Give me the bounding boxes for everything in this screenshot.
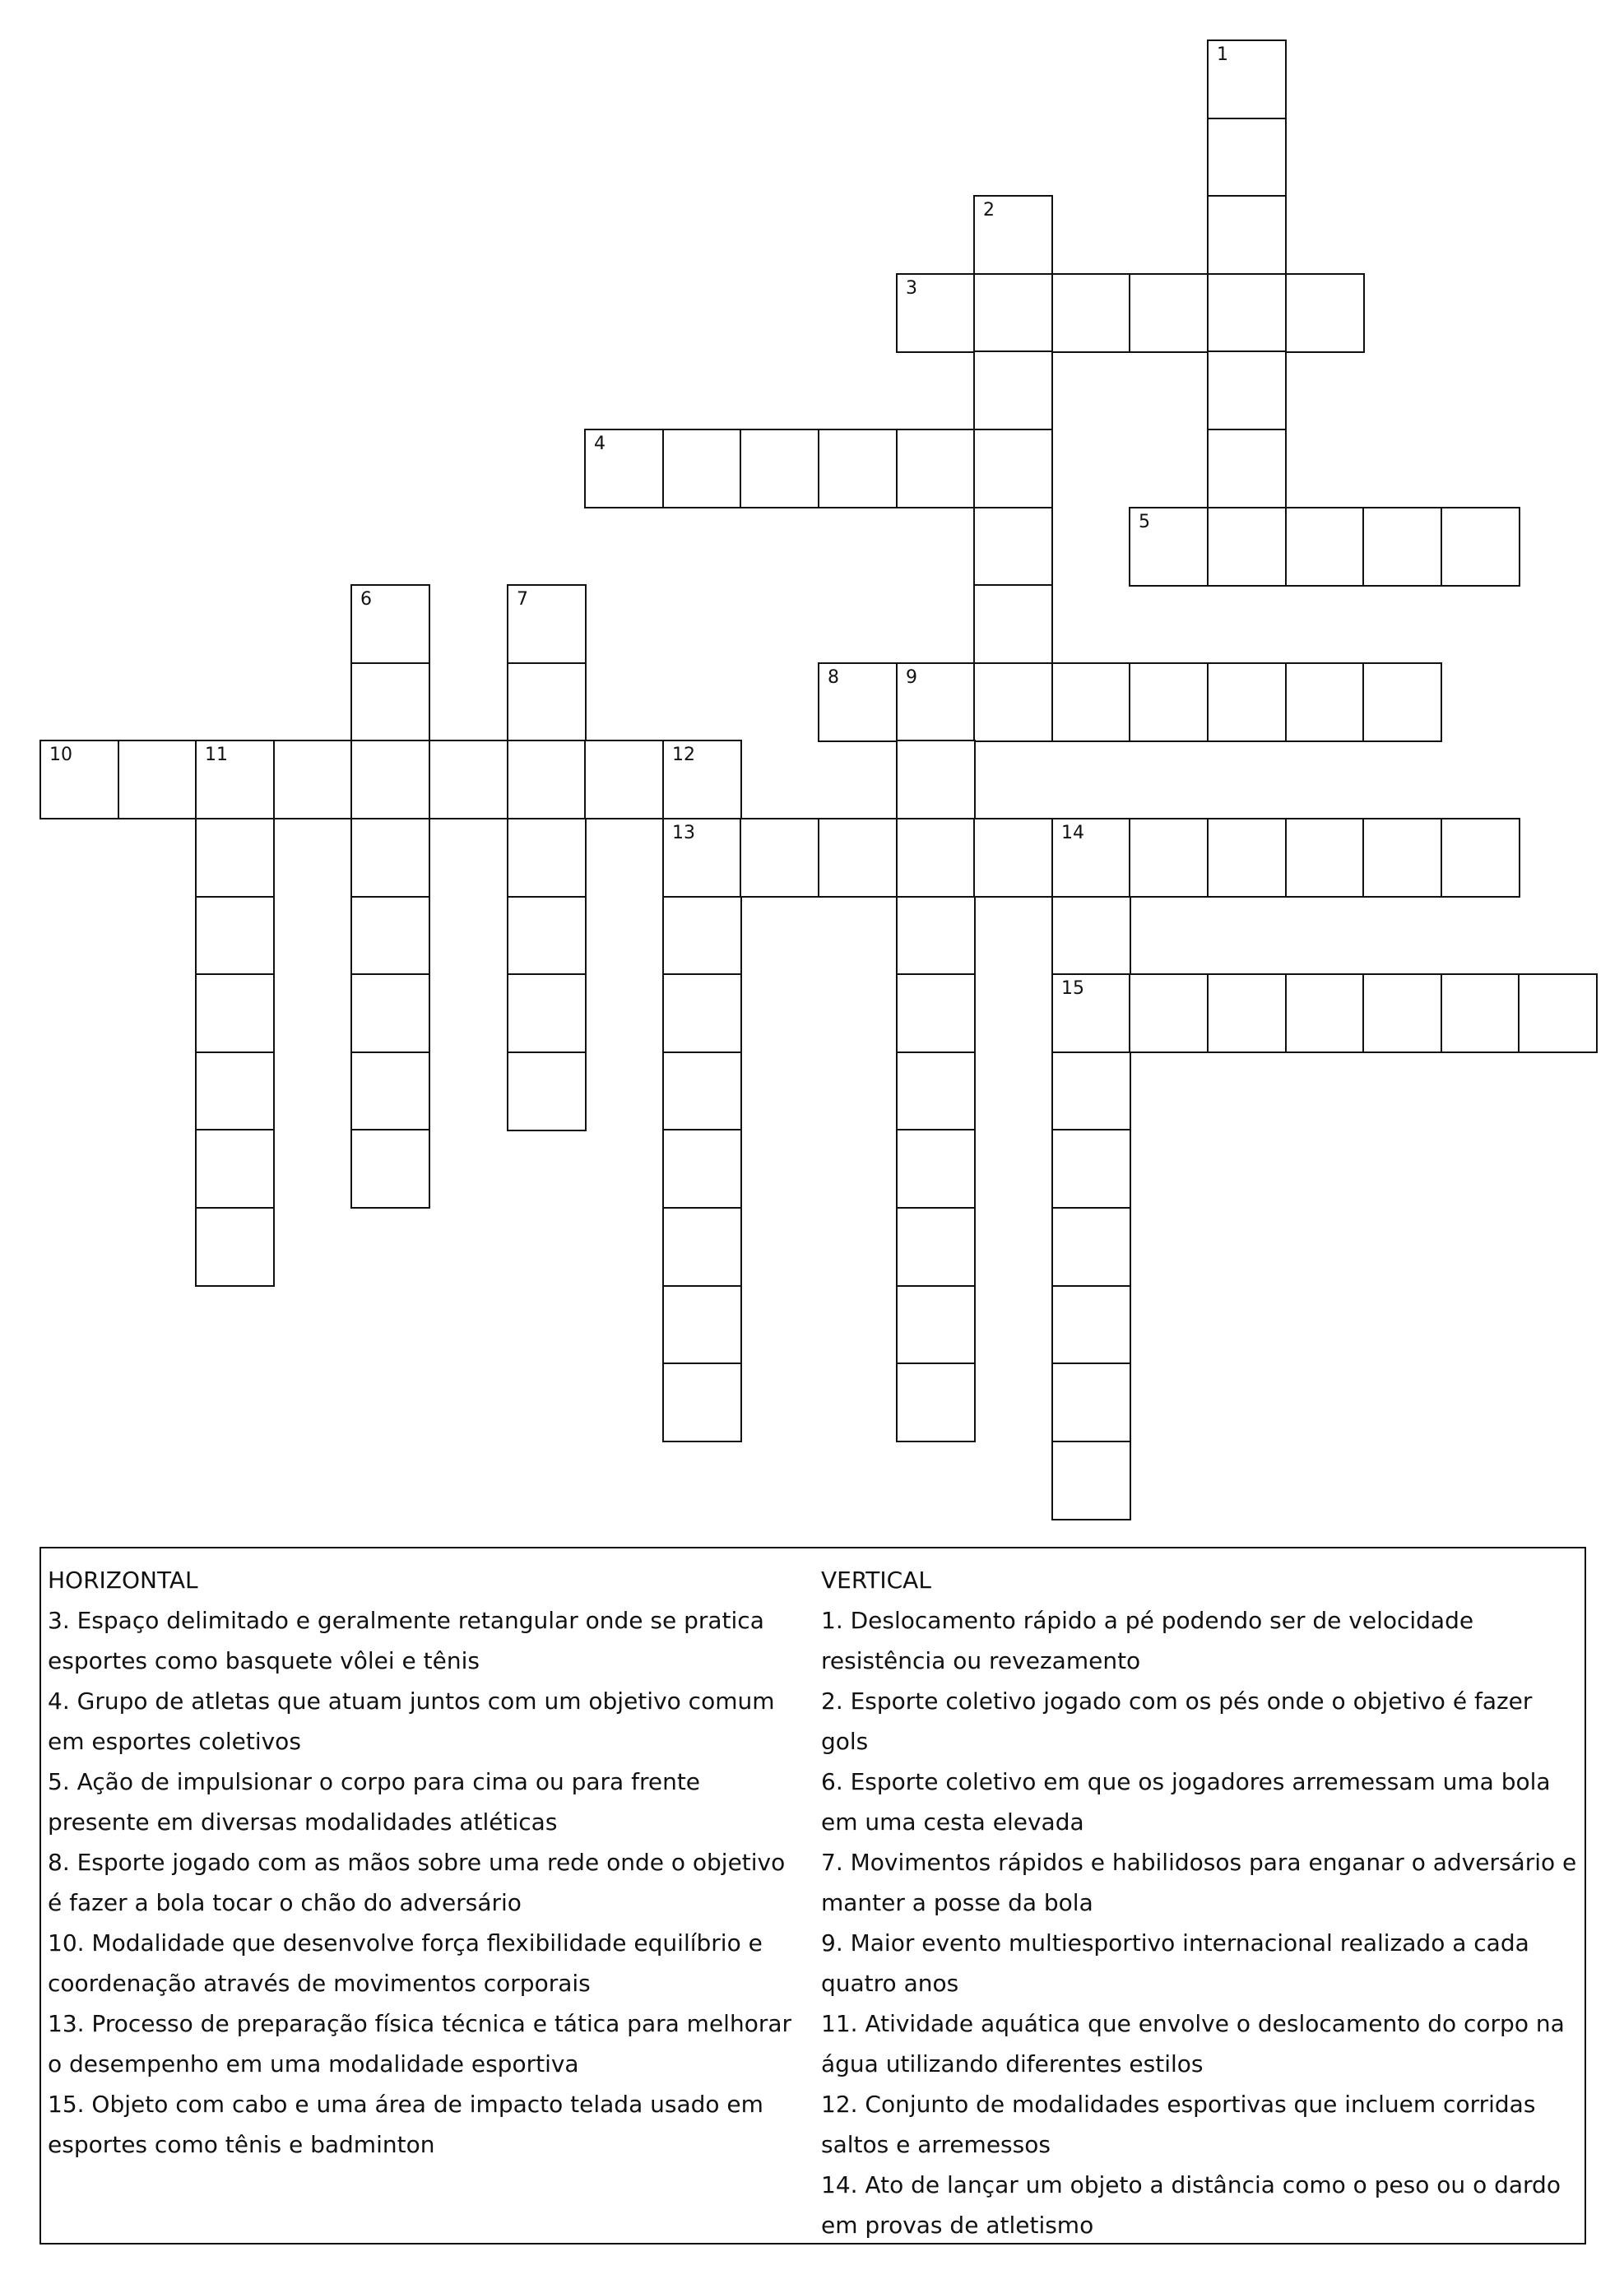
grid-cell[interactable] <box>896 273 976 353</box>
clue-number: 7 <box>517 589 528 610</box>
grid-cell[interactable] <box>1129 973 1209 1053</box>
grid-cell[interactable] <box>195 1129 275 1209</box>
grid-cell[interactable] <box>896 1207 976 1287</box>
clue-vertical-6: 6. Esporte coletivo em que os jogadores arremessam uma bola em uma cesta elevada <box>821 1768 1551 1836</box>
grid-cell[interactable] <box>662 818 742 898</box>
vertical-heading: VERTICAL <box>821 1567 931 1594</box>
grid-cell[interactable] <box>507 818 587 898</box>
grid-cell[interactable] <box>1051 1129 1131 1209</box>
grid-cell[interactable] <box>507 740 587 819</box>
grid-cell[interactable] <box>1441 818 1520 898</box>
clue-number: 12 <box>672 745 695 765</box>
grid-cell[interactable] <box>1362 662 1442 742</box>
clue-horizontal-4: 4. Grupo de atletas que atuam juntos com um objetivo comum em esportes coletivos <box>48 1687 775 1755</box>
grid-cell[interactable] <box>1051 973 1131 1053</box>
horizontal-heading: HORIZONTAL <box>48 1567 198 1594</box>
grid-cell[interactable] <box>507 896 587 976</box>
clue-number: 14 <box>1061 823 1084 843</box>
grid-cell[interactable] <box>1362 507 1442 587</box>
clue-number: 5 <box>1139 512 1150 532</box>
grid-cell[interactable] <box>429 740 508 819</box>
grid-cell[interactable] <box>1051 662 1131 742</box>
clue-number: 11 <box>205 745 228 765</box>
grid-cell[interactable] <box>818 818 898 898</box>
grid-cell[interactable] <box>195 740 275 819</box>
grid-cell[interactable] <box>662 1207 742 1287</box>
grid-cell[interactable] <box>1051 896 1131 976</box>
grid-cell[interactable] <box>662 1051 742 1131</box>
grid-cell[interactable] <box>273 740 353 819</box>
clue-vertical-14: 14. Ato de lançar um objeto a distância como o peso ou o dardo em provas de atletismo <box>821 2171 1561 2239</box>
grid-cell[interactable] <box>507 584 587 664</box>
grid-cell[interactable] <box>195 1051 275 1131</box>
grid-cell[interactable] <box>662 973 742 1053</box>
grid-cell[interactable] <box>1129 273 1209 353</box>
grid-cell[interactable] <box>1441 973 1520 1053</box>
grid-cell[interactable] <box>1362 973 1442 1053</box>
grid-cell[interactable] <box>1051 1363 1131 1442</box>
grid-cell[interactable] <box>896 1051 976 1131</box>
grid-cell[interactable] <box>584 740 664 819</box>
grid-cell[interactable] <box>818 662 898 742</box>
grid-cell[interactable] <box>1285 818 1365 898</box>
clue-box <box>39 1547 1586 2245</box>
grid-cell[interactable] <box>1207 118 1287 197</box>
clue-horizontal-15: 15. Objeto com cabo e uma área de impacto telada usado em esportes como tênis e badminton <box>48 2091 763 2158</box>
grid-cell[interactable] <box>896 1363 976 1442</box>
grid-cell[interactable] <box>1207 662 1287 742</box>
clue-vertical-1: 1. Deslocamento rápido a pé podendo ser de velocidade resistência ou revezamento <box>821 1607 1474 1674</box>
grid-cell[interactable] <box>662 896 742 976</box>
clue-number: 3 <box>906 278 917 299</box>
grid-cell[interactable] <box>896 1129 976 1209</box>
grid-cell[interactable] <box>350 662 430 742</box>
grid-cell[interactable] <box>350 973 430 1053</box>
grid-cell[interactable] <box>1285 973 1365 1053</box>
grid-cell[interactable] <box>350 740 430 819</box>
grid-cell[interactable] <box>1051 1207 1131 1287</box>
grid-cell[interactable] <box>973 429 1053 508</box>
grid-cell[interactable] <box>1518 973 1598 1053</box>
clue-number: 1 <box>1217 44 1228 65</box>
clue-vertical-2: 2. Esporte coletivo jogado com os pés onde o objetivo é fazer gols <box>821 1687 1533 1755</box>
clue-number: 8 <box>828 667 839 688</box>
grid-cell[interactable] <box>973 507 1053 587</box>
grid-cell[interactable] <box>896 1285 976 1365</box>
clue-number: 2 <box>983 200 995 221</box>
grid-cell[interactable] <box>1362 818 1442 898</box>
grid-cell[interactable] <box>1207 429 1287 508</box>
grid-cell[interactable] <box>1285 507 1365 587</box>
grid-cell[interactable] <box>195 896 275 976</box>
grid-cell[interactable] <box>1285 662 1365 742</box>
clue-number: 10 <box>49 745 72 765</box>
grid-cell[interactable] <box>1207 195 1287 275</box>
grid-cell[interactable] <box>1207 350 1287 430</box>
grid-cell[interactable] <box>195 1207 275 1287</box>
grid-cell[interactable] <box>818 429 898 508</box>
grid-cell[interactable] <box>195 973 275 1053</box>
grid-cell[interactable] <box>507 1051 587 1131</box>
grid-cell[interactable] <box>1051 1051 1131 1131</box>
grid-cell[interactable] <box>1207 273 1287 353</box>
grid-cell[interactable] <box>662 1285 742 1365</box>
grid-cell[interactable] <box>973 818 1053 898</box>
clue-vertical-11: 11. Atividade aquática que envolve o deslocamento do corpo na água utilizando diferentes estilos <box>821 2010 1565 2077</box>
grid-cell[interactable] <box>507 662 587 742</box>
vertical-clues <box>821 1560 1578 2245</box>
clue-horizontal-8: 8. Esporte jogado com as mãos sobre uma rede onde o objetivo é fazer a bola tocar o chão do adversário <box>48 1849 786 1916</box>
clue-vertical-7: 7. Movimentos rápidos e habilidosos para enganar o adversário e manter a posse da bola <box>821 1849 1577 1916</box>
grid-cell[interactable] <box>973 350 1053 430</box>
clue-number: 13 <box>672 823 695 843</box>
grid-cell[interactable] <box>39 740 119 819</box>
grid-cell[interactable] <box>1207 973 1287 1053</box>
grid-cell[interactable] <box>1051 1285 1131 1365</box>
grid-cell[interactable] <box>896 740 976 819</box>
grid-cell[interactable] <box>1441 507 1520 587</box>
grid-cell[interactable] <box>1051 273 1131 353</box>
grid-cell[interactable] <box>350 1129 430 1209</box>
grid-cell[interactable] <box>1285 273 1365 353</box>
grid-cell[interactable] <box>1207 39 1287 119</box>
grid-cell[interactable] <box>662 1363 742 1442</box>
grid-cell[interactable] <box>896 818 976 898</box>
grid-cell[interactable] <box>973 662 1053 742</box>
grid-cell[interactable] <box>350 896 430 976</box>
grid-cell[interactable] <box>1051 1441 1131 1520</box>
grid-cell[interactable] <box>896 973 976 1053</box>
grid-cell[interactable] <box>350 1051 430 1131</box>
grid-cell[interactable] <box>1129 507 1209 587</box>
grid-cell[interactable] <box>584 429 664 508</box>
grid-cell[interactable] <box>350 818 430 898</box>
grid-cell[interactable] <box>896 429 976 508</box>
grid-cell[interactable] <box>740 818 819 898</box>
grid-cell[interactable] <box>507 973 587 1053</box>
grid-cell[interactable] <box>1129 818 1209 898</box>
clue-number: 4 <box>594 434 606 454</box>
grid-cell[interactable] <box>1129 662 1209 742</box>
grid-cell[interactable] <box>1051 818 1131 898</box>
grid-cell[interactable] <box>973 584 1053 664</box>
grid-cell[interactable] <box>1207 818 1287 898</box>
grid-cell[interactable] <box>1207 507 1287 587</box>
grid-cell[interactable] <box>896 662 976 742</box>
clue-horizontal-10: 10. Modalidade que desenvolve força flexibilidade equilíbrio e coordenação através de movimentos corporais <box>48 1929 763 1997</box>
clue-horizontal-13: 13. Processo de preparação física técnica e tática para melhorar o desempenho em uma modalidade esportiva <box>48 2010 792 2077</box>
grid-cell[interactable] <box>896 896 976 976</box>
grid-cell[interactable] <box>195 818 275 898</box>
clue-horizontal-5: 5. Ação de impulsionar o corpo para cima ou para frente presente em diversas modalidades atléticas <box>48 1768 701 1836</box>
grid-cell[interactable] <box>740 429 819 508</box>
grid-cell[interactable] <box>662 1129 742 1209</box>
clue-number: 6 <box>360 589 372 610</box>
grid-cell[interactable] <box>662 740 742 819</box>
grid-cell[interactable] <box>973 273 1053 353</box>
clue-vertical-12: 12. Conjunto de modalidades esportivas que incluem corridas saltos e arremessos <box>821 2091 1536 2158</box>
grid-cell[interactable] <box>118 740 197 819</box>
clue-vertical-9: 9. Maior evento multiesportivo internacional realizado a cada quatro anos <box>821 1929 1529 1997</box>
clue-number: 15 <box>1061 978 1084 999</box>
clue-number: 9 <box>906 667 917 688</box>
grid-cell[interactable] <box>973 195 1053 275</box>
grid-cell[interactable] <box>350 584 430 664</box>
horizontal-clues <box>48 1560 805 2165</box>
grid-cell[interactable] <box>662 429 742 508</box>
clue-horizontal-3: 3. Espaço delimitado e geralmente retangular onde se pratica esportes como basquete vôlei e tênis <box>48 1607 764 1674</box>
